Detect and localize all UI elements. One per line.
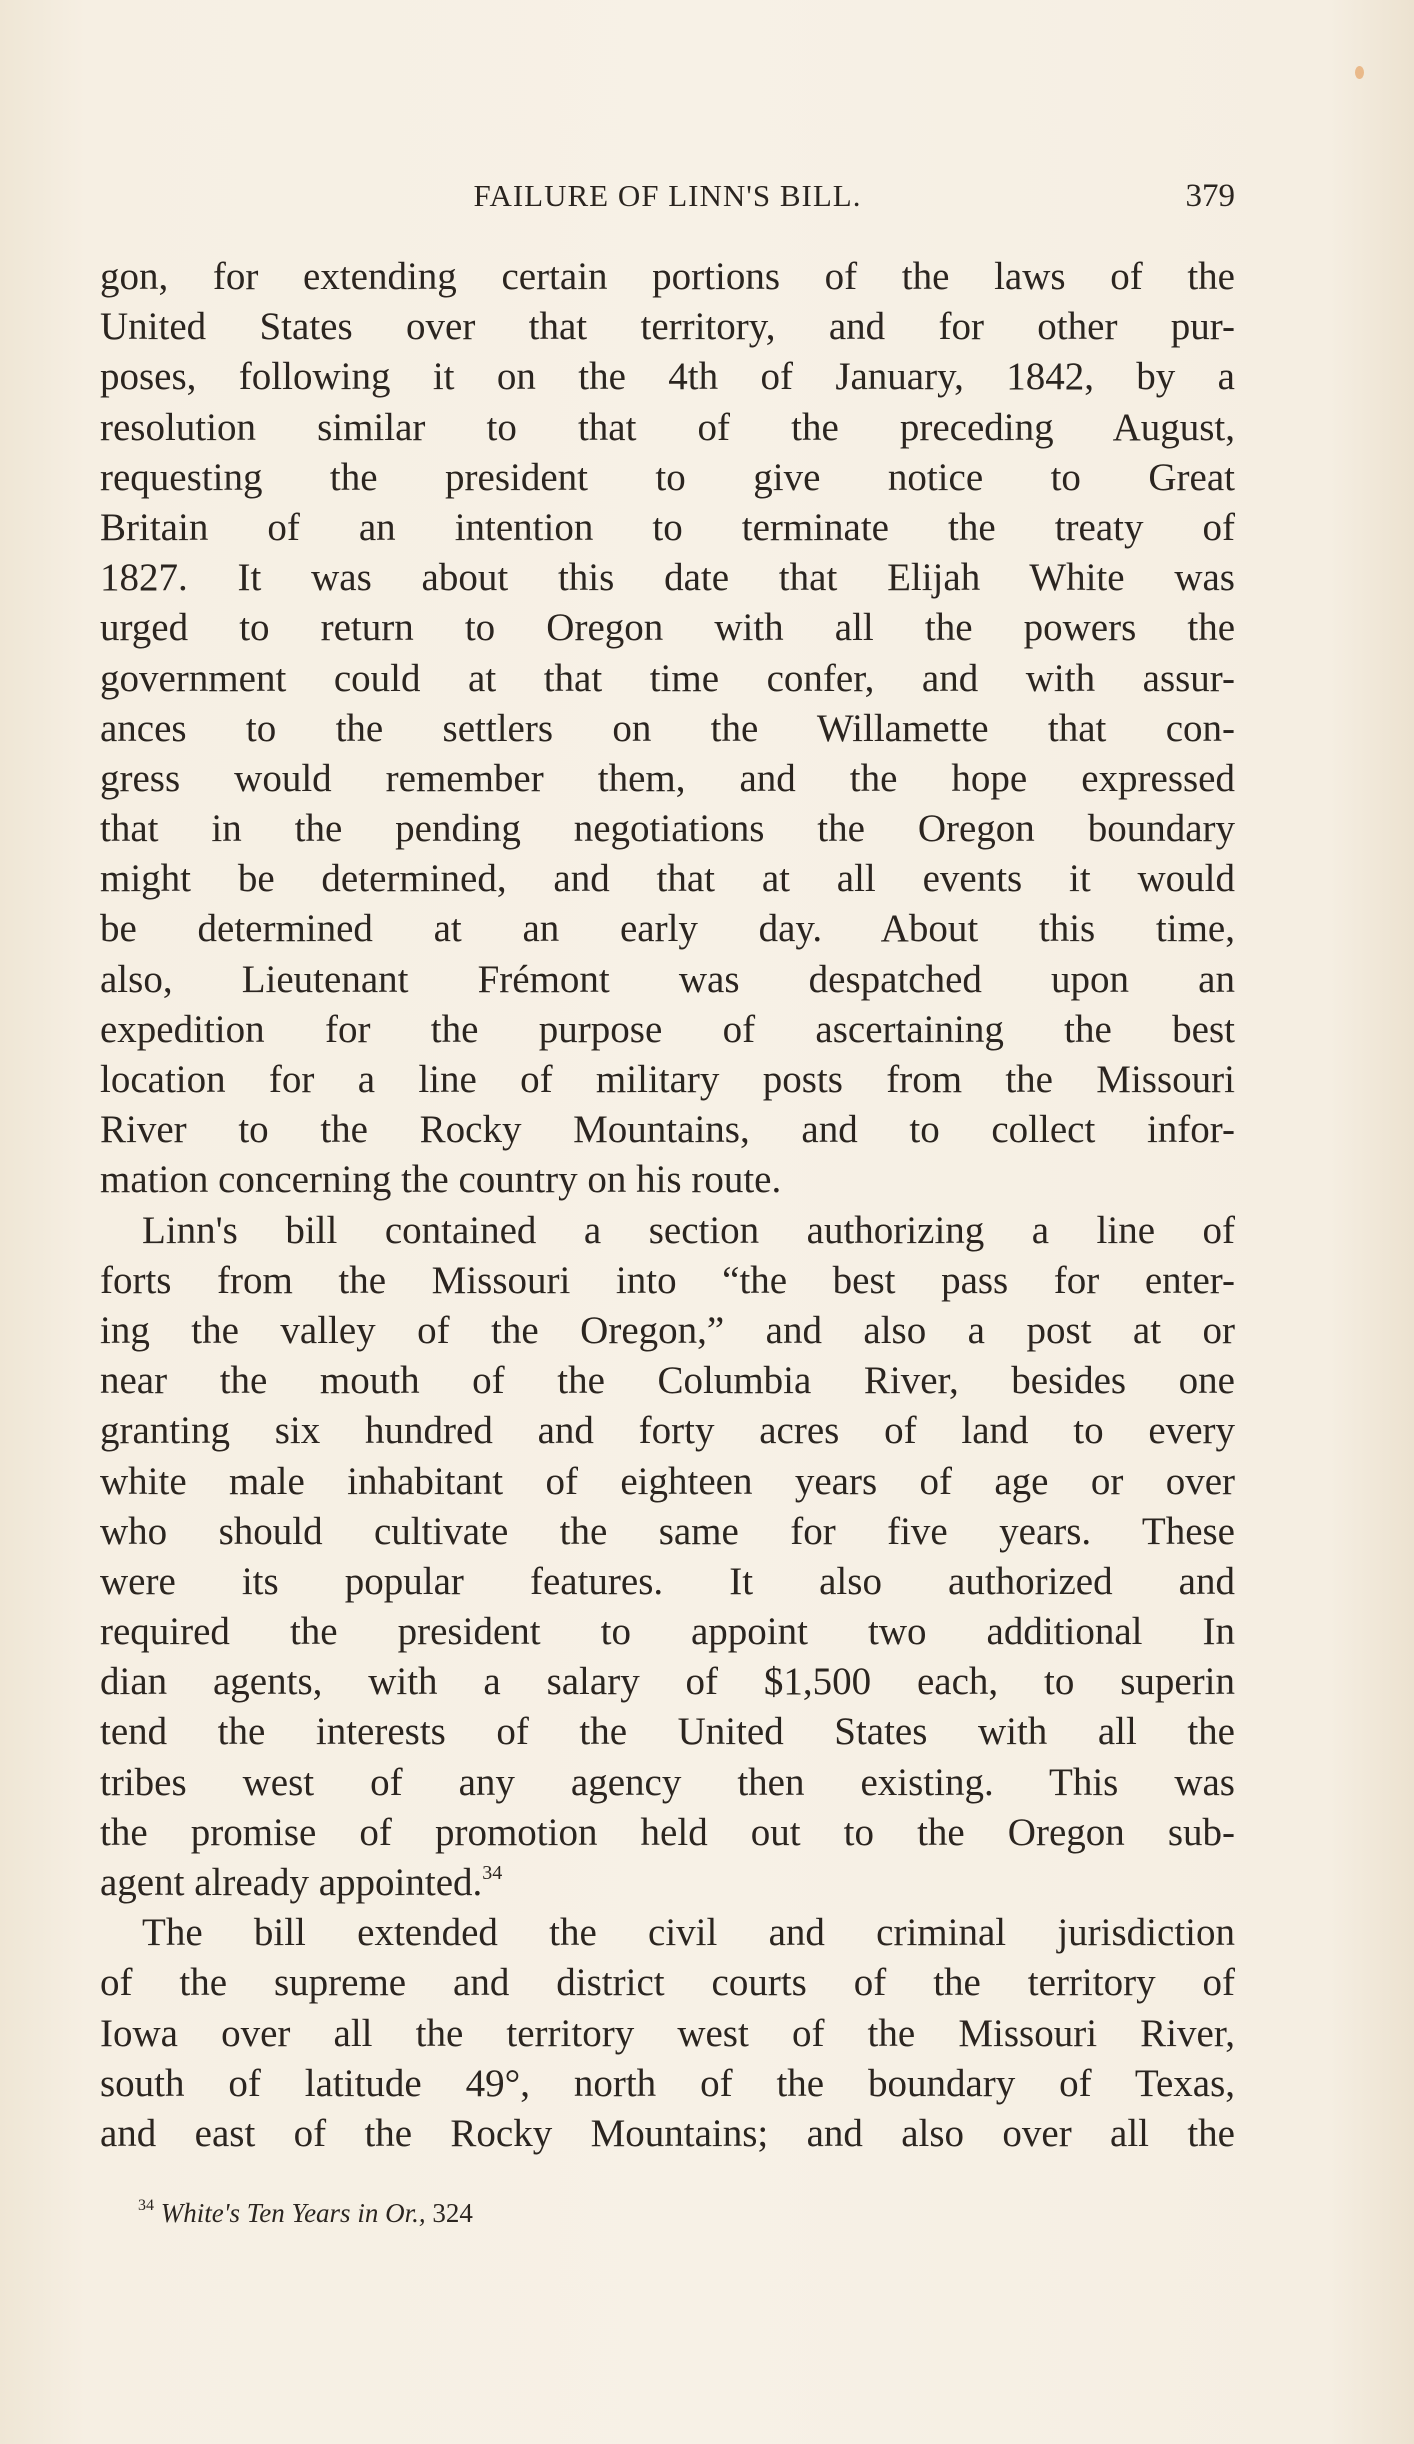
text-line: United States over that territory, and for other pur- [100, 305, 1235, 349]
text-line: mation concerning the country on his route. [100, 1158, 782, 1202]
text-line: The bill extended the civil and criminal jurisdiction [142, 1911, 1235, 1955]
footnote [138, 2198, 473, 2229]
text-line: might be determined, and that at all events it would [100, 857, 1235, 901]
text-line: government could at that time confer, and with assur- [100, 656, 1235, 700]
page-header [100, 178, 1235, 218]
text-line-with-note [100, 1858, 1235, 1908]
text-line: Britain of an intention to terminate the treaty of [100, 505, 1235, 549]
text-line: white male inhabitant of eighteen years of age or over [100, 1459, 1235, 1503]
text-line: the promise of promotion held out to the Oregon sub- [100, 1810, 1235, 1854]
text-line: ances to the settlers on the Willamette that con- [100, 706, 1235, 750]
text-line: forts from the Missouri into “the best pass for enter- [100, 1258, 1235, 1302]
text-line: of the supreme and district courts of the territory of [100, 1961, 1235, 2005]
text-line: and east of the Rocky Mountains; and also over all the [100, 2111, 1235, 2155]
text-line: Iowa over all the territory west of the Missouri River, [100, 2011, 1235, 2055]
text-line: required the president to appoint two additional In [100, 1610, 1235, 1654]
text-line: requesting the president to give notice to Great [100, 455, 1235, 499]
text-line: Linn's bill contained a section authorizing a line of [142, 1208, 1235, 1252]
text-line: ing the valley of the Oregon,” and also a post at or [100, 1308, 1235, 1352]
text-line: tribes west of any agency then existing. This was [100, 1760, 1235, 1804]
text-line: were its popular features. It also authorized and [100, 1559, 1235, 1603]
footnote-reference: 34 [482, 1862, 503, 1884]
text-line: urged to return to Oregon with all the powers the [100, 606, 1235, 650]
text-line: River to the Rocky Mountains, and to collect infor- [100, 1108, 1235, 1152]
text-line: gress would remember them, and the hope expressed [100, 756, 1235, 800]
text-line: location for a line of military posts from the Missouri [100, 1058, 1235, 1101]
text-line: granting six hundred and forty acres of land to every [100, 1409, 1235, 1453]
paper-stain [1355, 66, 1364, 79]
body-text [100, 252, 1235, 2159]
text-line: south of latitude 49°, north of the boundary of Texas, [100, 2061, 1235, 2105]
text-line: that in the pending negotiations the Oregon boundary [100, 807, 1235, 851]
running-title: FAILURE OF LINN'S BILL. [473, 178, 862, 213]
text-line: 1827. It was about this date that Elijah White was [100, 556, 1235, 600]
text-line: tend the interests of the United States with all the [100, 1710, 1235, 1754]
footnote-source: White's Ten Years in Or., [160, 2198, 426, 2228]
text-line: agent already appointed. [100, 1861, 483, 1904]
footnote-page: 324 [432, 2198, 473, 2228]
text-line: near the mouth of the Columbia River, besides one [100, 1359, 1235, 1403]
text-line: also, Lieutenant Frémont was despatched upon an [100, 957, 1235, 1001]
text-line: poses, following it on the 4th of January, 1842, by a [100, 355, 1235, 399]
text-line: who should cultivate the same for five years. These [100, 1509, 1235, 1553]
text-line: resolution similar to that of the preceding August, [100, 405, 1235, 449]
text-line: gon, for extending certain portions of the laws of the [100, 255, 1235, 298]
text-line: be determined at an early day. About this time, [100, 907, 1235, 951]
text-line: expedition for the purpose of ascertaining the best [100, 1007, 1235, 1051]
text-line: dian agents, with a salary of $1,500 each, to superin [100, 1660, 1235, 1704]
page-number: 379 [1185, 178, 1235, 214]
footnote-marker: 34 [138, 2197, 154, 2214]
